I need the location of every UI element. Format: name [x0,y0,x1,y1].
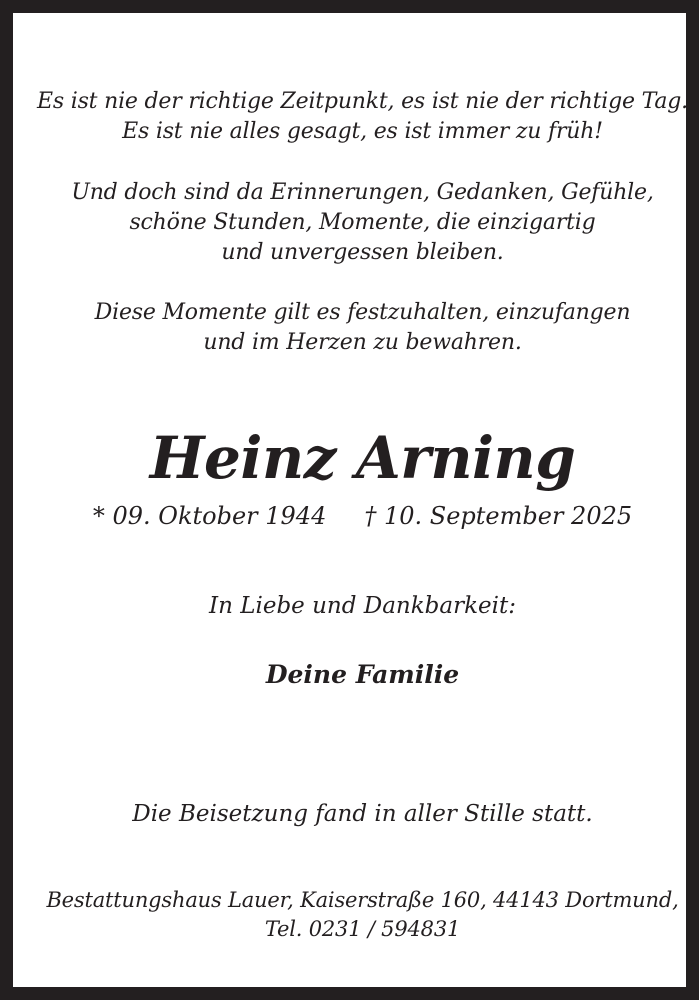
poem-line: und im Herzen zu bewahren. [203,330,522,355]
burial-notice: Die Beisetzung fand in aller Stille statt. [132,801,593,827]
thanks-line: In Liebe und Dankbarkeit: [209,593,516,619]
poem-line: Diese Momente gilt es festzuhalten, einzufangen [94,300,631,325]
poem-line: schöne Stunden, Momente, die einzigartig [129,210,596,235]
poem-line: Es ist nie alles gesagt, es ist immer zu früh! [122,119,603,144]
poem-line: Und doch sind da Erinnerungen, Gedanken, Gefühle, [71,180,654,205]
funeral-home-phone: Tel. 0231 / 594831 [264,917,461,941]
life-dates [13,501,699,531]
poem-line: Es ist nie der richtige Zeitpunkt, es ist nie der richtige Tag. [37,89,688,114]
family-signature: Deine Familie [265,660,460,689]
birth-date: * 09. Oktober 1944 [92,502,327,530]
death-date: † 10. September 2025 [364,502,633,530]
poem-line: und unvergessen bleiben. [221,240,504,265]
deceased-name: Heinz Arning [149,424,576,492]
funeral-home-address: Bestattungshaus Lauer, Kaiserstraße 160, 44143 Dortmund, [46,888,679,912]
